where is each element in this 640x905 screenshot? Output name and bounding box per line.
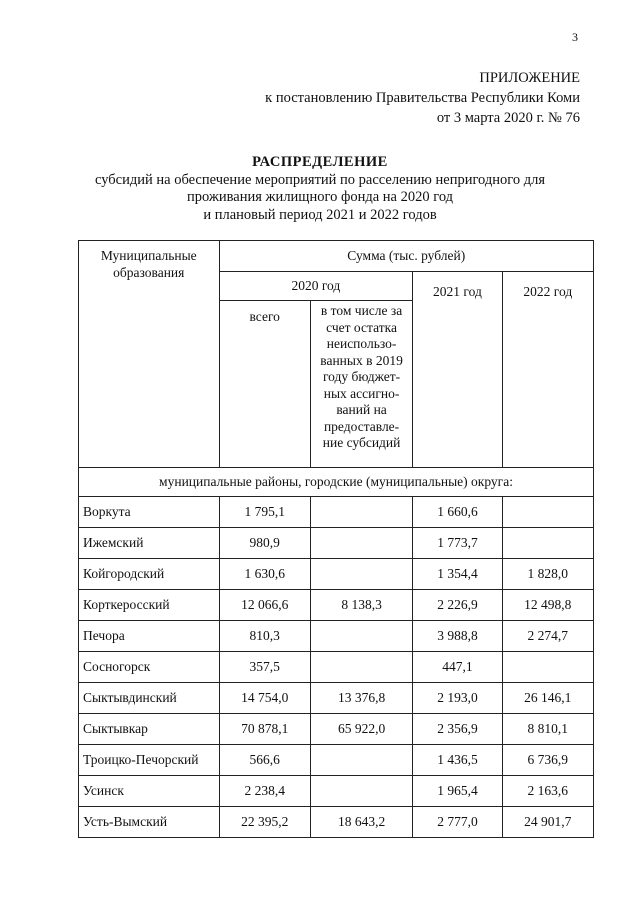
appendix-date: от 3 марта 2020 г. № 76 <box>436 110 580 126</box>
row-name: Ижемский <box>79 528 220 559</box>
cell-all-2020: 14 754,0 <box>219 683 310 714</box>
cell-2021: 1 660,6 <box>413 497 502 528</box>
table-row <box>79 745 594 776</box>
table-row <box>79 776 594 807</box>
cell-2021: 2 193,0 <box>413 683 502 714</box>
cell-all-2020: 566,6 <box>219 745 310 776</box>
cell-2022 <box>502 528 593 559</box>
cell-2022: 26 146,1 <box>502 683 593 714</box>
cell-2021: 1 773,7 <box>413 528 502 559</box>
cell-incl-2020: 65 922,0 <box>310 714 412 745</box>
cell-all-2020: 2 238,4 <box>219 776 310 807</box>
row-name: Печора <box>79 621 220 652</box>
row-name: Усинск <box>79 776 220 807</box>
cell-2021: 2 356,9 <box>413 714 502 745</box>
header-year-2020: 2020 год <box>219 272 413 301</box>
appendix-block <box>265 68 580 128</box>
table-row <box>79 714 594 745</box>
header-year-2021: 2021 год <box>413 272 502 468</box>
cell-2021: 447,1 <box>413 652 502 683</box>
row-name: Сыктывкар <box>79 714 220 745</box>
appendix-decree: к постановлению Правительства Республики Коми <box>265 90 580 106</box>
cell-2021: 1 354,4 <box>413 559 502 590</box>
cell-incl-2020: 13 376,8 <box>310 683 412 714</box>
cell-2022: 24 901,7 <box>502 807 593 838</box>
title-heading: РАСПРЕДЕЛЕНИЕ <box>252 154 388 170</box>
cell-2022: 6 736,9 <box>502 745 593 776</box>
row-name: Воркута <box>79 497 220 528</box>
cell-incl-2020: 8 138,3 <box>310 590 412 621</box>
header-col-all: всего <box>219 301 310 468</box>
cell-all-2020: 22 395,2 <box>219 807 310 838</box>
group-label: муниципальные районы, городские (муниципальные) округа: <box>79 468 594 497</box>
table-row <box>79 528 594 559</box>
cell-incl-2020 <box>310 528 412 559</box>
document-title <box>0 154 640 224</box>
table-row <box>79 621 594 652</box>
table-row <box>79 683 594 714</box>
table-row <box>79 807 594 838</box>
cell-all-2020: 1 630,6 <box>219 559 310 590</box>
page-number: 3 <box>572 30 578 44</box>
row-name: Сосногорск <box>79 652 220 683</box>
cell-incl-2020 <box>310 621 412 652</box>
cell-2022: 2 274,7 <box>502 621 593 652</box>
cell-all-2020: 12 066,6 <box>219 590 310 621</box>
header-sum: Сумма (тыс. рублей) <box>219 241 593 272</box>
row-name: Койгородский <box>79 559 220 590</box>
cell-all-2020: 1 795,1 <box>219 497 310 528</box>
cell-all-2020: 980,9 <box>219 528 310 559</box>
cell-2021: 2 777,0 <box>413 807 502 838</box>
title-line-1: субсидий на обеспечение мероприятий по расселению непригодного для <box>94 171 546 188</box>
appendix-label: ПРИЛОЖЕНИЕ <box>479 70 580 86</box>
cell-incl-2020: 18 643,2 <box>310 807 412 838</box>
cell-2022 <box>502 497 593 528</box>
cell-all-2020: 357,5 <box>219 652 310 683</box>
cell-incl-2020 <box>310 559 412 590</box>
table-row <box>79 497 594 528</box>
row-name: Корткеросский <box>79 590 220 621</box>
row-name: Троицко-Печорский <box>79 745 220 776</box>
cell-2021: 3 988,8 <box>413 621 502 652</box>
cell-incl-2020 <box>310 745 412 776</box>
header-municipality: Муниципальные образования <box>79 241 220 468</box>
cell-2022 <box>502 652 593 683</box>
row-name: Усть-Вымский <box>79 807 220 838</box>
cell-2021: 2 226,9 <box>413 590 502 621</box>
row-name: Сыктывдинский <box>79 683 220 714</box>
header-col-including: в том числе за счет остатка неиспользо- ванных в 2019 году бюджет- ных ассигно- ваний на предоставле- ние субсидий <box>310 301 412 468</box>
title-line-3: и плановый период 2021 и 2022 годов <box>203 206 437 223</box>
subsidies-table <box>78 240 594 838</box>
cell-2021: 1 965,4 <box>413 776 502 807</box>
cell-incl-2020 <box>310 652 412 683</box>
cell-incl-2020 <box>310 776 412 807</box>
cell-2022: 8 810,1 <box>502 714 593 745</box>
title-line-2: проживания жилищного фонда на 2020 год <box>186 189 454 205</box>
table-row <box>79 652 594 683</box>
cell-2022: 1 828,0 <box>502 559 593 590</box>
cell-2022: 12 498,8 <box>502 590 593 621</box>
table-row <box>79 590 594 621</box>
cell-all-2020: 810,3 <box>219 621 310 652</box>
table-row <box>79 559 594 590</box>
cell-incl-2020 <box>310 497 412 528</box>
cell-2022: 2 163,6 <box>502 776 593 807</box>
cell-all-2020: 70 878,1 <box>219 714 310 745</box>
header-year-2022: 2022 год <box>502 272 593 468</box>
cell-2021: 1 436,5 <box>413 745 502 776</box>
